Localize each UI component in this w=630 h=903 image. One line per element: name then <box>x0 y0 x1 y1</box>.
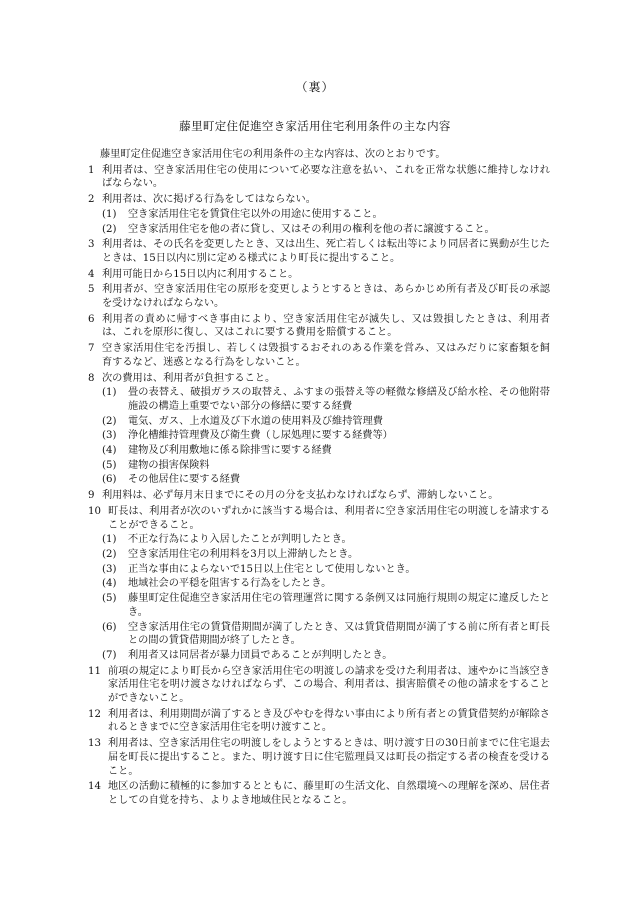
item-text: 利用者が、空き家活用住宅の原形を変更しようとするときは、あらかじめ所有者及び町長の承認を受けなければならない。 <box>102 284 550 310</box>
item-text: 利用料は、必ず毎月末日までにその月の分を支払わなければならず、滞納しないこと。 <box>102 490 499 502</box>
item-number: 9 <box>88 490 95 502</box>
item-number: 5 <box>88 284 95 296</box>
item-number: 13 <box>88 738 101 750</box>
condition-item-11 <box>88 665 550 706</box>
condition-item-1 <box>88 164 550 191</box>
item-number: 1 <box>88 164 95 176</box>
condition-subitem-10-6 <box>102 621 550 648</box>
subitem-number: (1) <box>102 208 117 220</box>
condition-subitem-8-4 <box>102 444 550 458</box>
subitem-number: (2) <box>102 223 117 235</box>
condition-subitem-10-7 <box>102 649 550 663</box>
subitem-number: (3) <box>102 563 117 575</box>
subitem-text: 正当な事由によらないで15日以上住宅として使用しないとき。 <box>128 563 416 575</box>
subitem-number: (4) <box>102 445 117 457</box>
item-text: 利用者は、次に掲げる行為をしてはならない。 <box>102 194 316 206</box>
subitem-number: (4) <box>102 578 117 590</box>
side-label: （裏） <box>295 80 335 94</box>
item-number: 11 <box>88 665 101 677</box>
item-text: 町長は、利用者が次のいずれかに該当する場合は、利用者に空き家活用住宅の明渡しを請求することができること。 <box>108 505 550 531</box>
subitem-text: 地域社会の平穏を阻害する行為をしたとき。 <box>128 578 332 590</box>
subitem-text: その他居住に要する経費 <box>128 474 241 486</box>
item-text: 次の費用は、利用者が負担すること。 <box>102 372 276 384</box>
subitem-text: 電気、ガス、上水道及び下水道の使用料及び維持管理費 <box>128 415 383 427</box>
subitem-number: (1) <box>102 387 117 399</box>
subitem-number: (5) <box>102 459 117 471</box>
subitem-text: 畳の表替え、破損ガラスの取替え、ふすまの張替え等の軽微な修繕及び給水栓、その他附帯施設の構造上重要でない部分の修繕に要する経費 <box>128 387 550 412</box>
item-number: 14 <box>88 781 101 793</box>
subitem-number: (5) <box>102 593 117 605</box>
condition-subitem-10-2 <box>102 548 550 562</box>
subitem-text: 空き家活用住宅の利用料を3月以上滞納したとき。 <box>128 548 359 560</box>
subitem-text: 利用者又は同居者が暴力団員であることが判明したとき。 <box>128 649 393 661</box>
condition-subitem-8-6 <box>102 473 550 487</box>
item-text: 利用者は、その氏名を変更したとき、又は出生、死亡若しくは転出等により同居者に異動が生じたときは、15日以内に別に定める様式により町長に提出すること。 <box>102 239 550 264</box>
subitem-text: 浄化槽維持管理費及び衛生費（し尿処理に要する経費等） <box>128 430 393 442</box>
item-number: 4 <box>88 268 95 280</box>
condition-item-9 <box>88 489 550 503</box>
condition-subitem-10-3 <box>102 563 550 577</box>
condition-item-12 <box>88 708 550 735</box>
item-number: 3 <box>88 239 95 251</box>
condition-subitem-2-1 <box>102 208 550 222</box>
item-number: 6 <box>88 313 95 325</box>
subitem-text: 空き家活用住宅を他の者に貸し、又はその利用の権利を他の者に譲渡すること。 <box>128 223 495 235</box>
item-number: 2 <box>88 194 95 206</box>
condition-subitem-10-1 <box>102 533 550 547</box>
condition-subitem-8-1 <box>102 386 550 413</box>
item-text: 利用者の責めに帰すべき事由により、空き家活用住宅が滅失し、又は毀損したときは、利用者は、これを原形に復し、又はこれに要する費用を賠償すること。 <box>102 313 550 339</box>
document-body <box>88 148 550 808</box>
item-number: 7 <box>88 343 95 355</box>
condition-subitem-8-2 <box>102 415 550 429</box>
item-text: 利用者は、空き家活用住宅の明渡しをしようとするときは、明け渡す日の30日前までに住宅退去届を町長に提出すること。また、明け渡す日に住宅監理員又は町長の指定する者の検査を受けること。 <box>108 738 550 777</box>
condition-item-2 <box>88 193 550 207</box>
condition-item-5 <box>88 283 550 310</box>
item-text: 利用可能日から15日以内に利用すること。 <box>102 268 299 280</box>
item-number: 12 <box>88 708 101 720</box>
subitem-number: (7) <box>102 649 117 661</box>
condition-subitem-2-2 <box>102 223 550 237</box>
condition-subitem-10-5 <box>102 592 550 619</box>
condition-subitem-8-3 <box>102 429 550 443</box>
document-title: 藤里町定住促進空き家活用住宅利用条件の主な内容 <box>179 119 451 133</box>
condition-item-7 <box>88 342 550 369</box>
item-text: 地区の活動に積極的に参加するとともに、藤里町の生活文化、自然環境への理解を深め、居住者としての自覚を持ち、よりよき地域住民となること。 <box>108 781 550 806</box>
subitem-number: (6) <box>102 621 117 633</box>
condition-item-10 <box>88 505 550 532</box>
item-text: 利用者は、利用期間が満了するとき及びやむを得ない事由により所有者との賃貸借契約が解除されるときまでに空き家活用住宅を明け渡すこと。 <box>108 708 550 734</box>
subitem-number: (6) <box>102 474 117 486</box>
subitem-text: 建物の損害保険料 <box>128 459 210 471</box>
subitem-text: 空き家活用住宅を賃貸住宅以外の用途に使用すること。 <box>128 208 383 220</box>
condition-item-8 <box>88 372 550 386</box>
item-number: 8 <box>88 372 95 384</box>
condition-item-6 <box>88 313 550 340</box>
item-text: 利用者は、空き家活用住宅の使用について必要な注意を払い、これを正常な状態に維持しなければならない。 <box>102 164 550 190</box>
subitem-number: (2) <box>102 548 117 560</box>
intro-paragraph: 藤里町定住促進空き家活用住宅の利用条件の主な内容は、次のとおりです。 <box>100 149 446 160</box>
subitem-number: (3) <box>102 430 117 442</box>
condition-item-14 <box>88 780 550 807</box>
subitem-text: 建物及び利用敷地に係る除排雪に要する経費 <box>128 445 332 457</box>
subitem-text: 藤里町定住促進空き家活用住宅の管理運営に関する条例又は同施行規則の規定に違反したとき。 <box>128 593 550 618</box>
condition-item-4 <box>88 268 550 282</box>
subitem-text: 空き家活用住宅の賃貸借期間が満了したとき、又は賃貸借期間が満了する前に所有者と町長との間の賃貸借期間が終了したとき。 <box>128 621 550 647</box>
condition-subitem-8-5 <box>102 459 550 473</box>
item-text: 前項の規定により町長から空き家活用住宅の明渡しの請求を受けた利用者は、速やかに当該空き家活用住宅を明け渡さなければならず、この場合、利用者は、損害賠償その他の請求をすることができないこと。 <box>108 665 550 705</box>
condition-item-13 <box>88 737 550 778</box>
condition-item-3 <box>88 238 550 265</box>
condition-subitem-10-4 <box>102 577 550 591</box>
item-number: 10 <box>88 505 101 517</box>
item-text: 空き家活用住宅を汚損し、若しくは毀損するおそれのある作業を営み、又はみだりに家畜類を飼育するなど、迷惑となる行為をしないこと。 <box>102 343 550 368</box>
subitem-number: (1) <box>102 534 117 546</box>
subitem-text: 不正な行為により入居したことが判明したとき。 <box>128 534 352 546</box>
subitem-number: (2) <box>102 415 117 427</box>
